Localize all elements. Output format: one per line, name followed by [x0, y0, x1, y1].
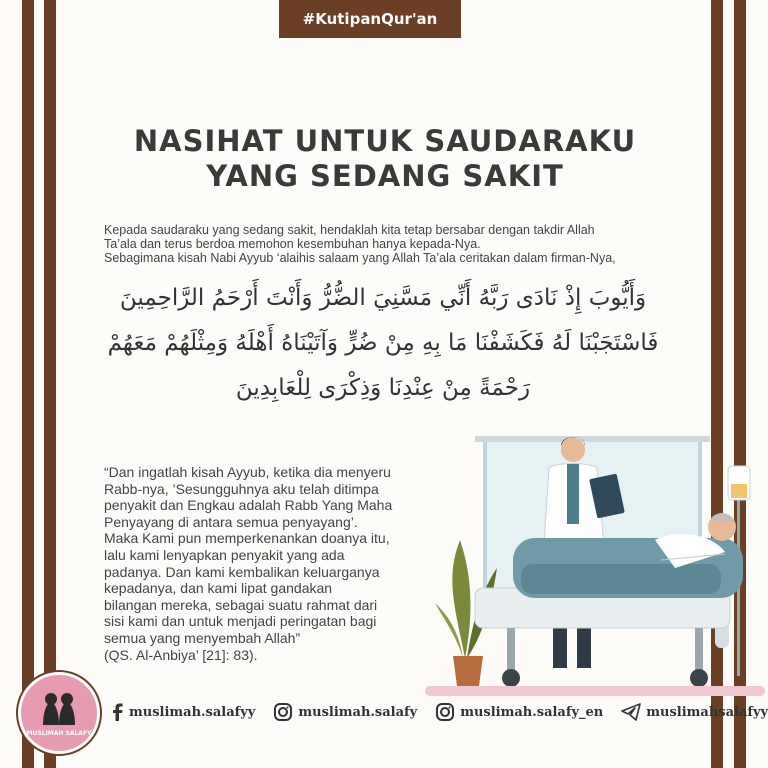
instagram-handle-1: muslimah.salafy: [298, 704, 418, 720]
doctor-head: [561, 438, 585, 462]
logo-figures-icon: [21, 675, 97, 751]
instagram-handle-2: muslimah.salafy_en: [460, 704, 604, 720]
translation-line: kepadanya, dan kami lipat gandakan: [104, 580, 333, 597]
translation-text: [104, 464, 464, 663]
left-stripe-outer: [22, 0, 34, 768]
floor: [425, 686, 765, 696]
telegram-handle: muslimahsalafyy: [646, 704, 768, 720]
hospital-illustration: [425, 428, 765, 708]
page-title: [100, 124, 670, 194]
translation-line: semua yang menyembah Allah”: [104, 629, 301, 646]
left-stripe-inner: [44, 0, 56, 768]
intro-line-3: Sebagimana kisah Nabi Ayyub ‘alaihis salaam yang Allah Ta’ala ceritakan dalam firman-Nya,: [104, 251, 616, 265]
translation-line: Maka Kami pun memperkenankan doanya itu,: [104, 530, 390, 547]
translation-line: penyakit dan Engkau adalah Rabb Yang Maha: [104, 497, 393, 514]
title-line-1: NASIHAT UNTUK SAUDARAKU: [133, 124, 637, 158]
instagram-link-1[interactable]: [273, 702, 417, 722]
intro-text: [104, 223, 684, 265]
translation-line: Rabb-nya, ’Sesungguhnya aku telah ditimpa: [104, 480, 379, 497]
instagram-link-2[interactable]: [435, 702, 603, 722]
social-footer: [110, 698, 768, 726]
arabic-verse: وَأَيُّوبَ إِذْ نَادَى رَبَّهُ أَنِّي مَسَّنِيَ الضُّرُّ وَأَنْتَ أَرْحَمُ الرَّاحِمِينَ فَاسْتَجَبْنَا لَهُ فَكَشَفْنَا مَا بِهِ مِنْ ضُرٍّ وَآتَيْنَاهُ أَهْلَهُ وَمِثْلَهُمْ مَعَهُمْ رَحْمَةً مِنْ عِنْدِنَا وَذِكْرَى لِلْعَابِدِينَ: [107, 285, 659, 401]
facebook-link[interactable]: [110, 703, 255, 721]
translation-line: bilangan mereka, sebagai suatu rahmat dari: [104, 596, 378, 613]
instagram-icon: [435, 702, 455, 722]
quran-reference: (QS. Al-Anbiya’ [21]: 83).: [104, 646, 258, 663]
brand-logo: [18, 672, 100, 754]
telegram-icon: [621, 703, 641, 721]
translation-line: “Dan ingatlah kisah Ayyub, ketika dia menyeru: [104, 464, 391, 480]
hashtag-banner: #KutipanQur'an: [279, 0, 461, 38]
facebook-icon: [110, 703, 124, 721]
translation-line: lalu kami lenyapkan penyakit yang ada: [104, 546, 345, 563]
translation-line: padanya. Dan kami kembalikan keluarganya: [104, 563, 380, 580]
instagram-icon: [273, 702, 293, 722]
translation-line: sisi kami dan untuk menjadi peringatan bagi: [104, 613, 377, 630]
logo-text: MUSLIMAH SALAFY: [26, 730, 92, 737]
translation-line: Penyayang di antara semua penyayang’.: [104, 513, 358, 530]
title-line-2: YANG SEDANG SAKIT: [206, 159, 564, 193]
intro-line-1: Kepada saudaraku yang sedang sakit, hendaklah kita tetap bersabar dengan takdir Allah: [104, 223, 595, 237]
facebook-handle: muslimah.salafyy: [129, 704, 256, 720]
telegram-link[interactable]: [621, 703, 768, 721]
intro-line-2: Ta’ala dan terus berdoa memohon kesembuhan hanya kepada-Nya.: [104, 237, 481, 251]
